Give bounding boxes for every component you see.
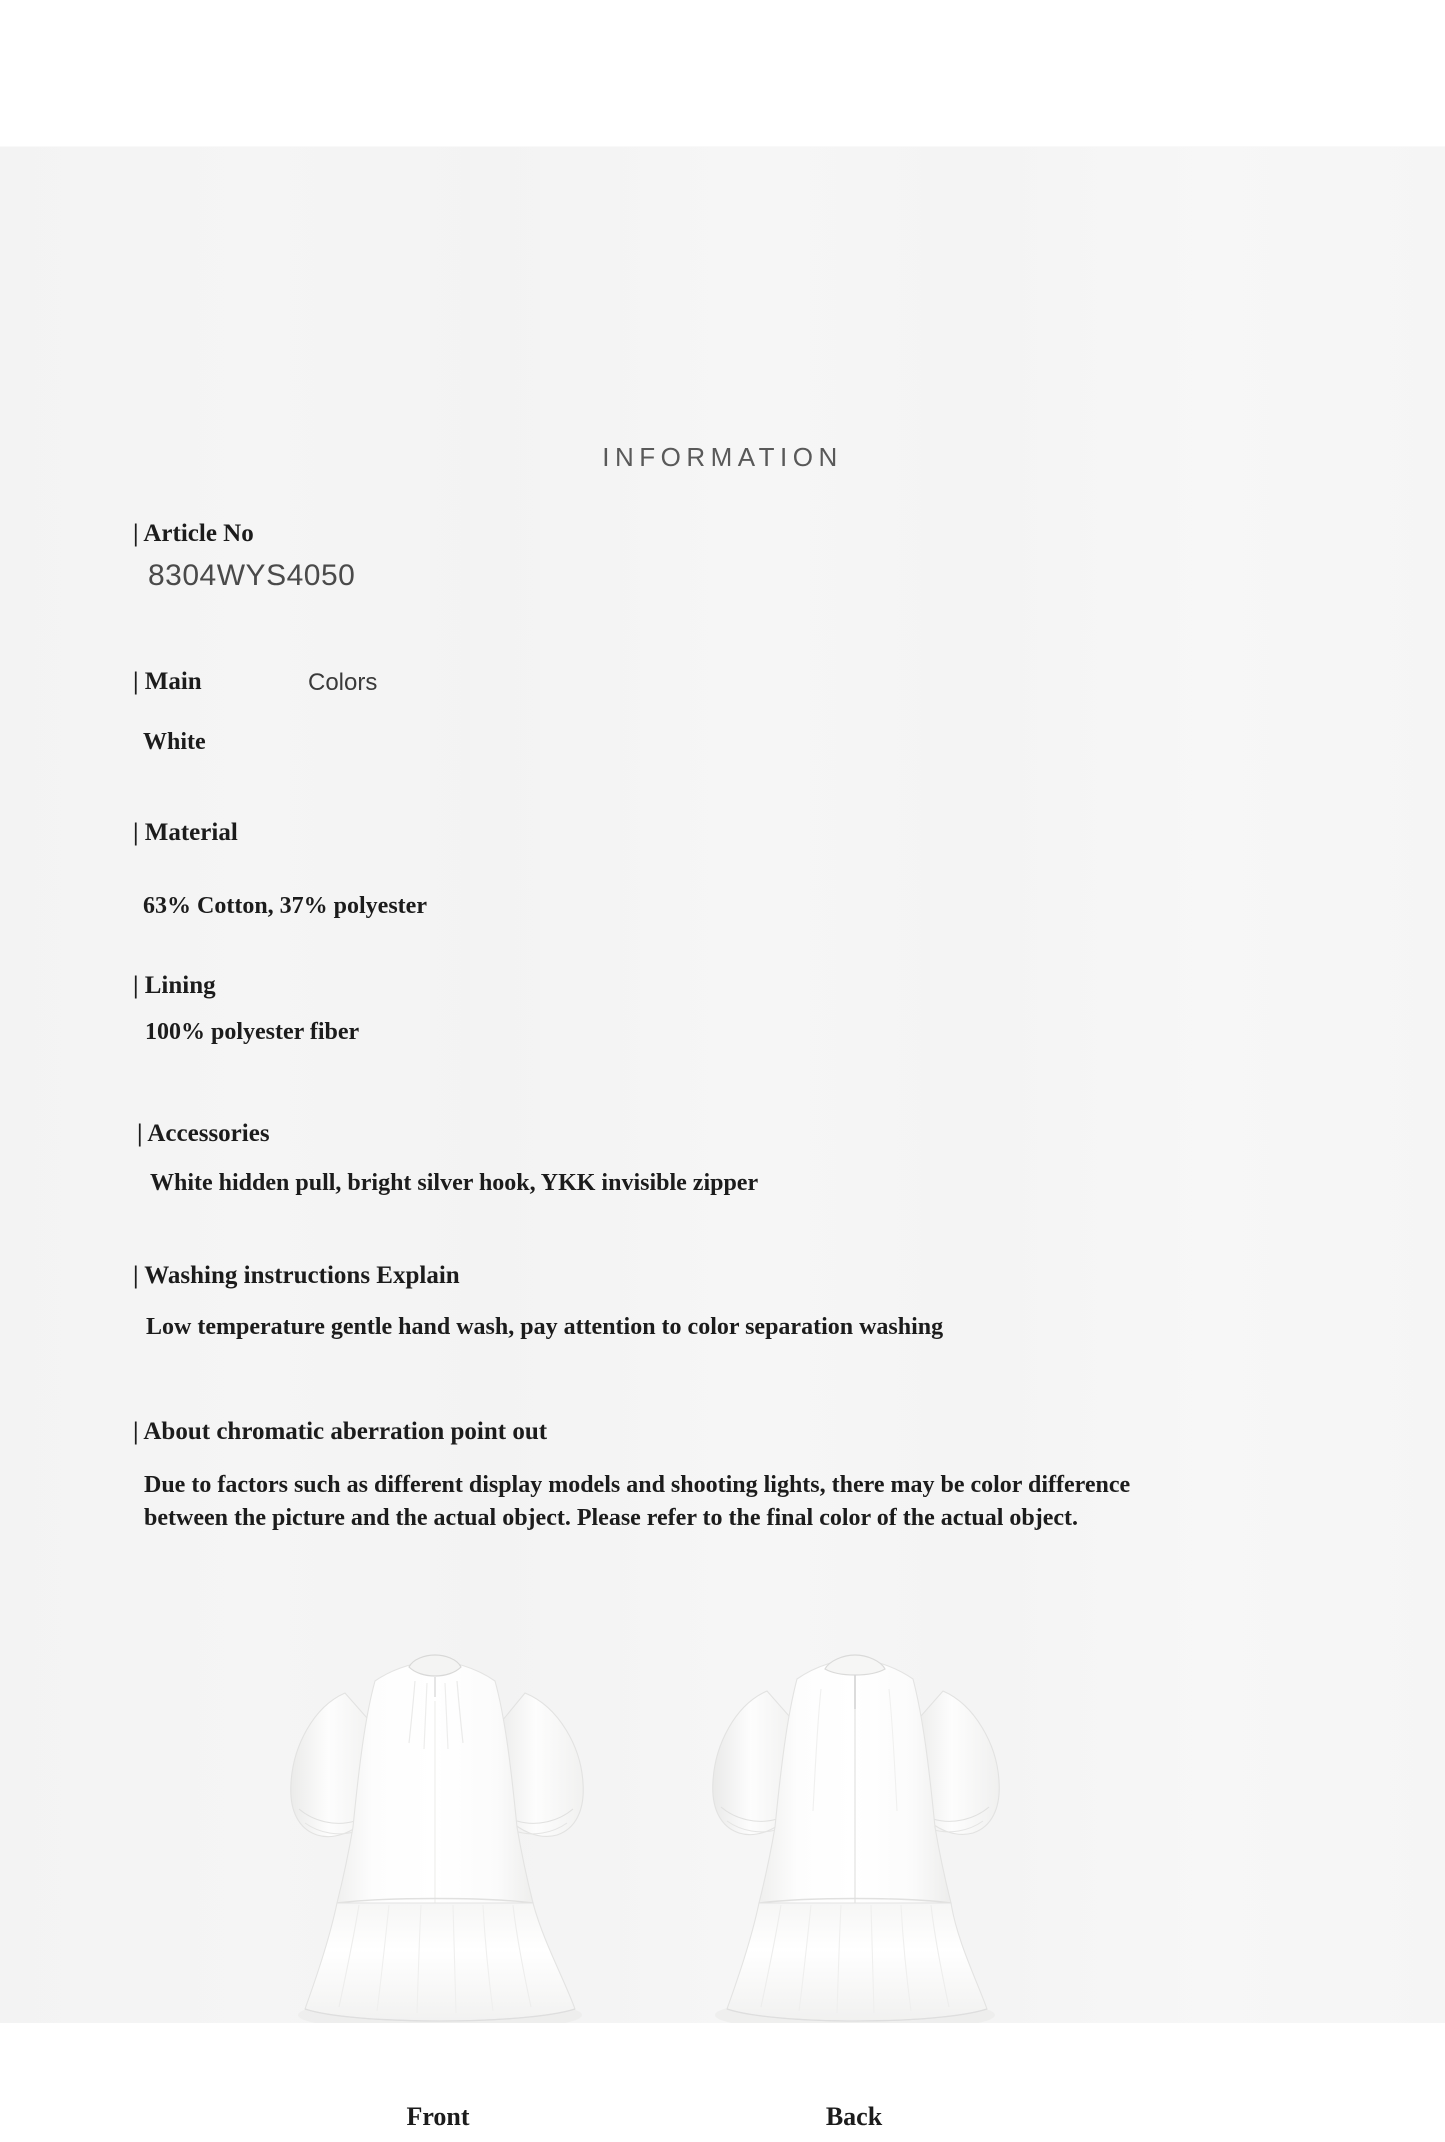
field-label-material: | Material — [133, 819, 238, 846]
field-value-article-no: 8304WYS4050 — [148, 559, 356, 592]
caption-back: Back — [825, 2102, 883, 2131]
page-title: INFORMATION — [602, 442, 843, 472]
field-label-washing-instructions: | Washing instructions Explain — [133, 1262, 460, 1289]
product-image-front — [225, 1597, 645, 2077]
field-value-lining: 100% polyester fiber — [145, 1019, 360, 1045]
field-label-chromatic-aberration: | About chromatic aberration point out — [133, 1418, 548, 1445]
bottom-white-band — [0, 2023, 1445, 2062]
information-panel — [0, 147, 1445, 2131]
field-value-chromatic-aberration: Due to factors such as different display models and shooting lights, there may be color difference between the picture and the actual object. Please refer to the final color of the actual object. — [144, 1472, 1131, 1532]
caption-front: Front — [406, 2102, 470, 2131]
field-label-colors: Colors — [308, 669, 378, 696]
field-value-accessories: White hidden pull, bright silver hook, YKK invisible zipper — [150, 1170, 759, 1196]
field-label-article-no: | Article No — [133, 520, 254, 547]
field-label-main: | Main — [133, 668, 202, 695]
product-images — [0, 1597, 1445, 2077]
field-value-material: 63% Cotton, 37% polyester — [143, 893, 427, 919]
top-white-band — [0, 0, 1445, 147]
field-value-main-color: White — [143, 729, 206, 755]
product-image-back — [645, 1597, 1065, 2077]
product-image-captions — [0, 2102, 1445, 2142]
field-label-lining: | Lining — [133, 972, 216, 999]
field-label-accessories: | Accessories — [137, 1120, 270, 1147]
field-value-washing-instructions: Low temperature gentle hand wash, pay attention to color separation washing — [146, 1314, 944, 1340]
